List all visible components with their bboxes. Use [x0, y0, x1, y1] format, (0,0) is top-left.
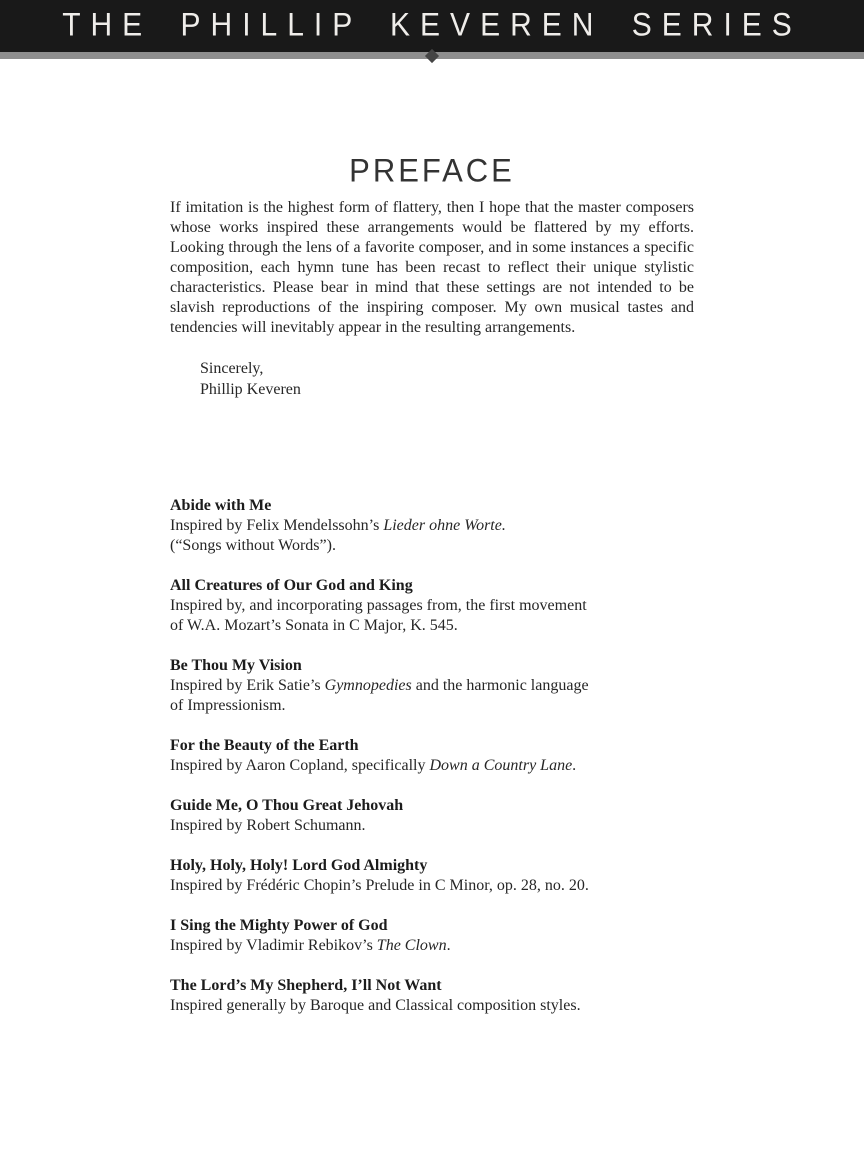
work-entry	[170, 656, 730, 716]
signature-name: Phillip Keveren	[200, 381, 301, 398]
series-banner-title: THE PHILLIP KEVEREN SERIES	[62, 7, 802, 44]
work-title: Abide with Me	[170, 497, 272, 514]
work-description: Inspired by Robert Schumann.	[170, 817, 366, 834]
page-content	[170, 153, 694, 1016]
work-description: Inspired by Vladimir Rebikov’s The Clown.	[170, 937, 451, 954]
work-description: Inspired by Erik Satie’s Gymnopedies and the harmonic language of Impressionism.	[170, 677, 589, 714]
work-entry	[170, 796, 730, 836]
signature-block	[200, 358, 694, 400]
work-entry	[170, 856, 730, 896]
work-title: Holy, Holy, Holy! Lord God Almighty	[170, 857, 428, 874]
work-entry	[170, 916, 730, 956]
work-title: All Creatures of Our God and King	[170, 577, 413, 594]
works-list	[170, 496, 730, 1016]
work-entry	[170, 976, 730, 1016]
work-description: Inspired by Aaron Copland, specifically Down a Country Lane.	[170, 757, 577, 774]
work-description: Inspired by Frédéric Chopin’s Prelude in C Minor, op. 28, no. 20.	[170, 877, 589, 894]
work-title: For the Beauty of the Earth	[170, 737, 359, 754]
preface-paragraph: If imitation is the highest form of flattery, then I hope that the master composers whose works inspired these arrangements would be flattered by my efforts. Looking through the lens of a favorite composer, and in some instances a specific composition, each hymn tune has been recast to reflect their unique stylistic characteristics. Please bear in mind that these settings are not intended to be slavish reproductions of the inspiring composer. My own musical tastes and tendencies will inevitably appear in the resulting arrangements.	[170, 199, 694, 336]
work-title: Guide Me, O Thou Great Jehovah	[170, 797, 404, 814]
work-entry	[170, 576, 730, 636]
work-description: Inspired by, and incorporating passages from, the first movement of W.A. Mozart’s Sonata in C Major, K. 545.	[170, 597, 587, 634]
work-title: I Sing the Mighty Power of God	[170, 917, 388, 934]
work-description: Inspired by Felix Mendelssohn’s Lieder ohne Worte. (“Songs without Words”).	[170, 517, 506, 554]
series-banner	[0, 0, 864, 52]
banner-divider	[0, 52, 864, 59]
work-title: Be Thou My Vision	[170, 657, 302, 674]
preface-heading: PREFACE	[349, 152, 515, 189]
signature-salutation: Sincerely,	[200, 360, 264, 377]
work-title: The Lord’s My Shepherd, I’ll Not Want	[170, 977, 442, 994]
work-entry	[170, 736, 730, 776]
work-description: Inspired generally by Baroque and Classical composition styles.	[170, 997, 581, 1014]
work-entry	[170, 496, 730, 556]
